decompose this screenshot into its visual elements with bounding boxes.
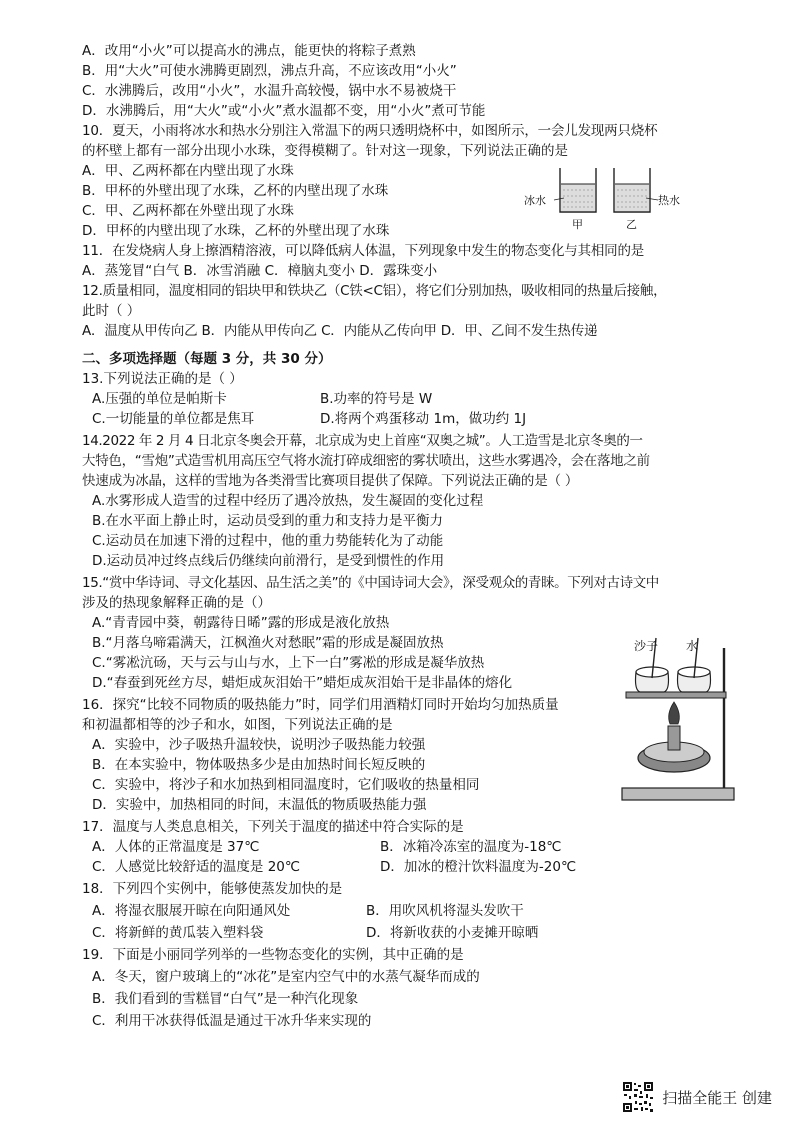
q17-option-a: A．人体的正常温度是 37℃ — [92, 839, 260, 855]
q17-option-c: C．人感觉比较舒适的温度是 20℃ — [92, 859, 301, 875]
beaker-yi — [614, 168, 650, 212]
q18-option-a: A．将湿衣服展开晾在向阳通风处 — [92, 903, 291, 919]
q19-option-b: B．我们看到的雪糕冒“白气”是一种汽化现象 — [92, 991, 359, 1007]
label-sand: 沙子 — [634, 639, 659, 653]
label-hot-water: 热水 — [658, 194, 680, 207]
beaker-figure — [520, 160, 690, 232]
q19-stem: 19．下面是小丽同学列举的一些物态变化的实例，其中正确的是 — [82, 947, 464, 963]
q14-option-b: B.在水平面上静止时，运动员受到的重力和支持力是平衡力 — [92, 513, 444, 529]
q17-stem: 17．温度与人类息息相关，下列关于温度的描述中符合实际的是 — [82, 819, 464, 835]
q11-stem: 11．在发烧病人身上擦酒精溶液，可以降低病人体温，下列现象中发生的物态变化与其相同的是 — [82, 243, 645, 259]
q14-option-d: D.运动员冲过终点线后仍继续向前滑行，是受到惯性的作用 — [92, 553, 445, 569]
q15-option-d: D.“春蚕到死丝方尽，蜡炬成灰泪始干”蜡炬成灰泪始干是非晶体的熔化 — [92, 675, 513, 691]
q15-option-b: B.“月落乌啼霜满天，江枫渔火对愁眠”霜的形成是凝固放热 — [92, 635, 444, 651]
q9-option-d: D．水沸腾后，用“大火”或“小火”煮水温都不变，用“小火”煮可节能 — [82, 103, 486, 119]
q14-stem-line1: 14.2022 年 2 月 4 日北京冬奥会开幕，北京成为史上首座“双奥之城”。人工造雪是北京冬奥的一 — [82, 433, 643, 449]
q16-stem-line2: 和初温都相等的沙子和水，如图，下列说法正确的是 — [82, 717, 393, 733]
q9-option-a: A．改用“小火”可以提高水的沸点，能更快的将粽子煮熟 — [82, 43, 416, 59]
q19-option-a: A．冬天，窗户玻璃上的“冰花”是室内空气中的水蒸气凝华而成的 — [92, 969, 480, 985]
q16-option-c: C．实验中，将沙子和水加热到相同温度时，它们吸收的热量相同 — [92, 777, 480, 793]
q14-option-a: A.水雾形成人造雪的过程中经历了遇冷放热，发生凝固的变化过程 — [92, 493, 484, 509]
q18-option-c: C．将新鲜的黄瓜装入塑料袋 — [92, 925, 264, 941]
q10-stem-line2: 的杯壁上都有一部分出现小水珠，变得模糊了。针对这一现象，下列说法正确的是 — [82, 143, 568, 159]
q16-option-a: A．实验中，沙子吸热升温较快，说明沙子吸热能力较强 — [92, 737, 426, 753]
q10-option-d: D．甲杯的内壁出现了水珠，乙杯的外壁出现了水珠 — [82, 223, 390, 239]
q16-option-d: D．实验中，加热相同的时间，末温低的物质吸热能力强 — [92, 797, 427, 813]
q12-stem-line1: 12.质量相同，温度相同的铝块甲和铁块乙（C铁<C铝），将它们分别加热，吸收相同的热量后接触， — [82, 283, 667, 299]
q17-option-b: B．冰箱冷冻室的温度为-18℃ — [380, 839, 562, 855]
q12-options: A．温度从甲传向乙 B．内能从甲传向乙 C．内能从乙传向甲 D．甲、乙间不发生热传递 — [82, 323, 598, 339]
beaker-jia — [560, 168, 596, 212]
heating-apparatus-figure — [612, 628, 742, 808]
q13-option-d: D.将两个鸡蛋移动 1m，做功约 1J — [320, 411, 527, 427]
q14-stem-line2: 大特色，“雪炮”式造雪机用高压空气将水流打碎成细密的雾状喷出，这些水雾遇冷，会在落地之前 — [82, 453, 650, 469]
q13-option-a: A.压强的单位是帕斯卡 — [92, 391, 227, 407]
q18-stem: 18．下列四个实例中，能够使蒸发加快的是 — [82, 881, 343, 897]
q13-option-c: C.一切能量的单位都是焦耳 — [92, 411, 255, 427]
watermark-text: 扫描全能王 创建 — [662, 1088, 772, 1107]
qr-code-icon — [622, 1081, 654, 1113]
q16-option-b: B．在本实验中，物体吸热多少是由加热时间长短反映的 — [92, 757, 426, 773]
q10-option-c: C．甲、乙两杯都在外壁出现了水珠 — [82, 203, 294, 219]
q9-option-c: C．水沸腾后，改用“小火”，水温升高较慢，锅中水不易被烧干 — [82, 83, 457, 99]
q15-option-a: A.“青青园中葵，朝露待日晞”露的形成是液化放热 — [92, 615, 390, 631]
label-water: 水 — [686, 639, 699, 653]
q18-option-d: D．将新收获的小麦摊开晾晒 — [366, 925, 539, 941]
q15-stem-line1: 15.“赏中华诗词、寻文化基因、品生活之美”的《中国诗词大会》，深受观众的青睐。下列对古诗文中 — [82, 575, 659, 591]
q19-option-c: C．利用干冰获得低温是通过干冰升华来实现的 — [92, 1013, 372, 1029]
q10-stem-line1: 10．夏天，小雨将冰水和热水分别注入常温下的两只透明烧杯中，如图所示，一会儿发现两只烧杯 — [82, 123, 658, 139]
q15-option-c: C.“雾凇沆砀，天与云与山与水，上下一白”雾凇的形成是凝华放热 — [92, 655, 485, 671]
q11-options: A．蒸笼冒“白气 B．冰雪消融 C．樟脑丸变小 D．露珠变小 — [82, 263, 438, 279]
q9-option-b: B．用“大火”可使水沸腾更剧烈，沸点升高，不应该改用“小火” — [82, 63, 457, 79]
q17-option-d: D．加冰的橙汁饮料温度为-20℃ — [380, 859, 577, 875]
q13-stem: 13.下列说法正确的是（ ） — [82, 371, 243, 387]
q10-option-b: B．甲杯的外壁出现了水珠，乙杯的内壁出现了水珠 — [82, 183, 389, 199]
q12-stem-line2: 此时（ ） — [82, 303, 141, 319]
q15-stem-line2: 涉及的热现象解释正确的是（） — [82, 595, 271, 611]
label-cup-jia: 甲 — [572, 218, 583, 231]
scanner-watermark — [622, 1080, 772, 1114]
label-ice-water: 冰水 — [524, 194, 546, 207]
q14-option-c: C.运动员在加速下滑的过程中，他的重力势能转化为了动能 — [92, 533, 444, 549]
section2-heading: 二、多项选择题（每题 3 分，共 30 分） — [82, 351, 332, 367]
q18-option-b: B．用吹风机将湿头发吹干 — [366, 903, 524, 919]
label-cup-yi: 乙 — [626, 218, 637, 231]
q13-option-b: B.功率的符号是 W — [320, 391, 433, 407]
q16-stem-line1: 16．探究“比较不同物质的吸热能力”时，同学们用酒精灯同时开始均匀加热质量 — [82, 697, 559, 713]
q14-stem-line3: 快速成为冰晶，这样的雪地为各类滑雪比赛项目提供了保障。下列说法正确的是（ ） — [82, 473, 579, 489]
q10-option-a: A．甲、乙两杯都在内壁出现了水珠 — [82, 163, 294, 179]
